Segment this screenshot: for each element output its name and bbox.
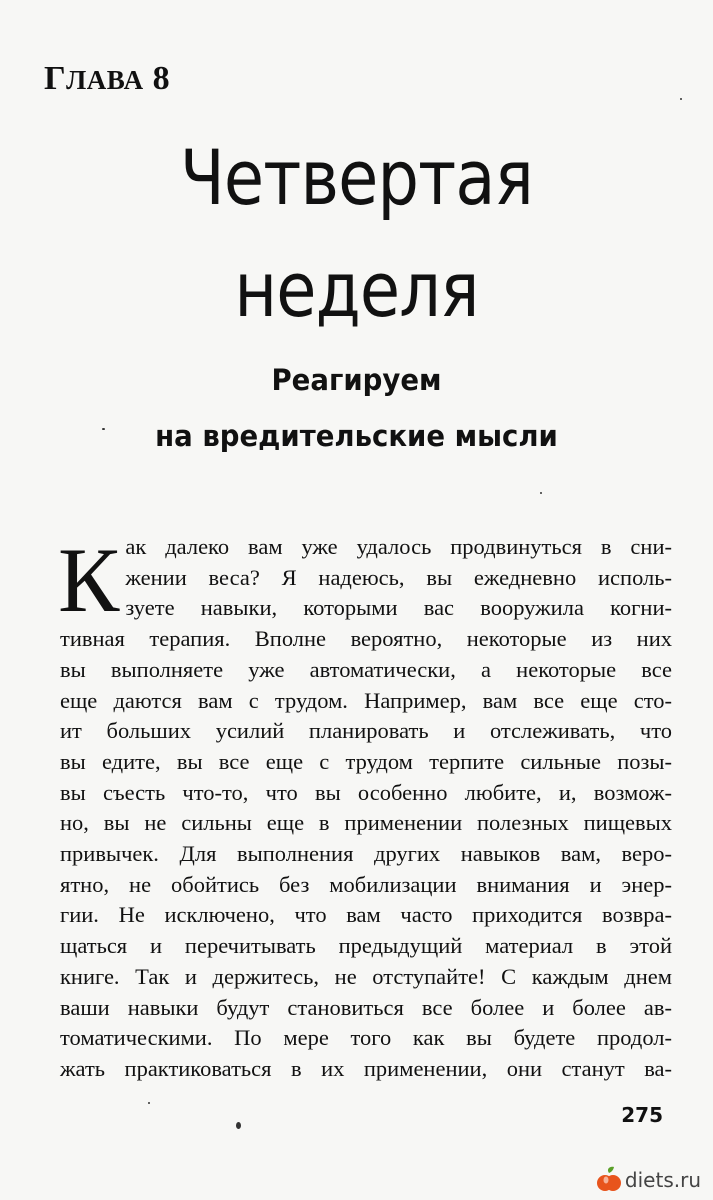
body-line: ак далеко вам уже удалось продвинуться в сни- bbox=[125, 534, 672, 559]
body-line: вы выполняете уже автоматически, а некоторые все bbox=[60, 656, 672, 682]
page-number: 275 bbox=[621, 1103, 663, 1127]
body-line: томатическими. По мере того как вы будете продол- bbox=[60, 1025, 672, 1051]
body-line: но, вы не сильны еще в применении полезных пищевых bbox=[60, 810, 672, 836]
chapter-label-initial: Г bbox=[44, 60, 67, 97]
body-line: тивная терапия. Вполне вероятно, некоторые из них bbox=[60, 626, 672, 652]
drop-cap: К bbox=[58, 529, 120, 631]
body-line: привычек. Для выполнения других навыков вам, веро- bbox=[60, 841, 672, 867]
body-line: жении веса? Я надеюсь, вы ежедневно исполь- bbox=[125, 564, 672, 590]
body-line: вы съесть что-то, что вы особенно любите, и, возмож- bbox=[60, 779, 672, 805]
body-line: вы едите, вы все еще с трудом терпите сильные позы- bbox=[60, 748, 672, 774]
chapter-label-rest: ЛАВА bbox=[66, 65, 144, 95]
chapter-subtitle-line-1: Реагируем bbox=[271, 363, 442, 397]
chapter-subtitle-line-2: на вредительские мысли bbox=[155, 419, 558, 453]
body-line: щаться и перечитывать предыдущий материал в этой bbox=[60, 933, 672, 959]
body-line: еще даются вам с трудом. Например, вам все еще сто- bbox=[60, 687, 672, 713]
body-line: ваши навыки будут становиться все более и более ав- bbox=[60, 994, 672, 1020]
chapter-title-line-2: неделя bbox=[234, 245, 479, 334]
chapter-title-line-1: Четвертая bbox=[179, 133, 534, 222]
scan-speck bbox=[680, 98, 682, 100]
body-paragraph bbox=[58, 529, 672, 1085]
body-line: жать практиковаться в их применении, они станут ва- bbox=[60, 1055, 672, 1081]
scan-speck bbox=[102, 428, 105, 430]
scan-speck bbox=[540, 492, 542, 494]
body-line: гии. Не исключено, что вам часто приходится возвра- bbox=[60, 902, 672, 928]
body-line: ит больших усилий планировать и отслеживать, что bbox=[60, 718, 672, 744]
body-line: ятно, не обойтись без мобилизации внимания и энер- bbox=[60, 871, 672, 897]
watermark bbox=[596, 1166, 701, 1194]
scan-speck bbox=[236, 1122, 241, 1129]
apple-icon bbox=[596, 1166, 622, 1194]
scan-speck bbox=[148, 1102, 150, 1104]
body-line: зуете навыки, которыми вас вооружила когни- bbox=[125, 595, 672, 621]
body-line: книге. Так и держитесь, не отступайте! С каждым днем bbox=[60, 963, 672, 989]
chapter-label bbox=[44, 62, 170, 96]
chapter-number: 8 bbox=[152, 60, 171, 97]
watermark-text: diets.ru bbox=[624, 1168, 701, 1192]
